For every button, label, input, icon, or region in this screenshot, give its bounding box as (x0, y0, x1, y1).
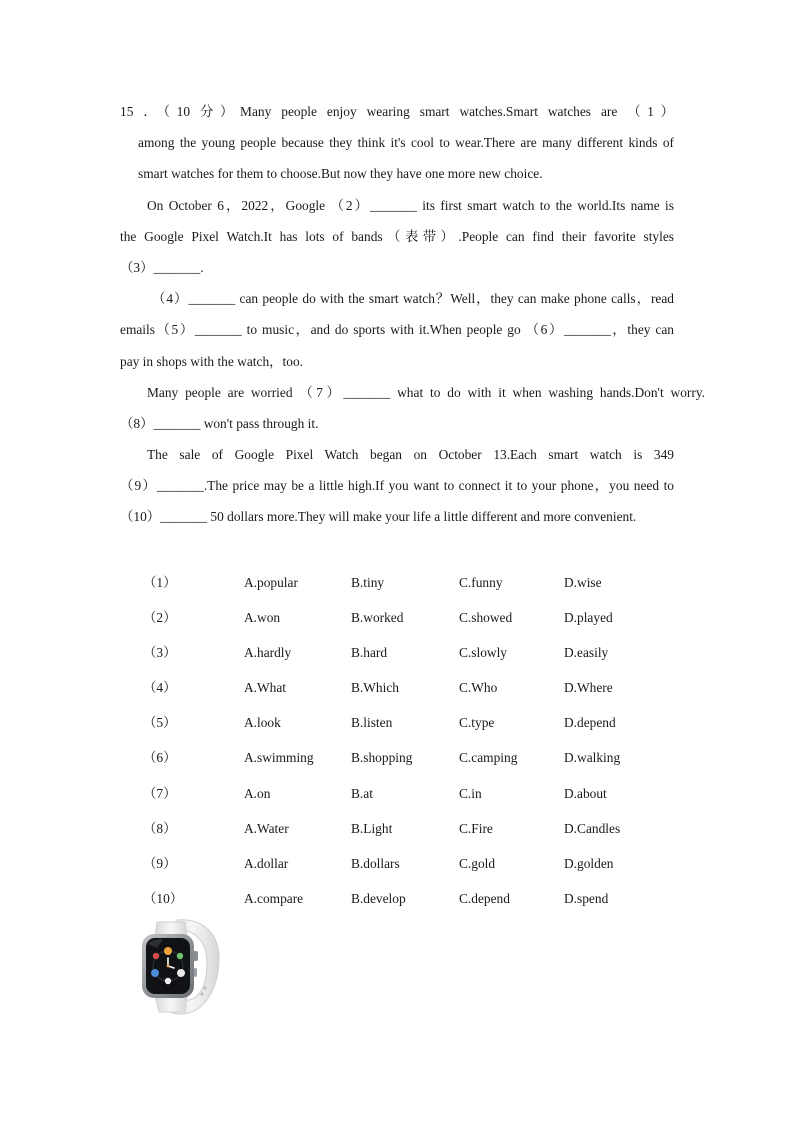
option-row (0, 776, 794, 811)
option-d[interactable]: D.Candles (564, 820, 621, 836)
option-d[interactable]: D.walking (564, 750, 621, 766)
option-row (0, 846, 794, 881)
option-a[interactable]: A.popular (244, 575, 298, 590)
option-c[interactable]: C.gold (459, 855, 496, 871)
option-b[interactable]: B.shopping (351, 750, 413, 766)
question-number: （6） (143, 750, 177, 766)
passage-line: 15 ．（10 分）Many people enjoy wearing smart watches.Smart watches are （1） (120, 104, 674, 119)
option-d[interactable]: D.spend (564, 890, 609, 906)
question-number: （7） (143, 785, 177, 801)
passage-line: （9）_______.The price may be a little high.If you want to connect it to your phone，you need to (120, 478, 674, 494)
option-row (0, 670, 794, 705)
option-a[interactable]: A.won (244, 610, 281, 626)
option-b[interactable]: B.dollars (351, 855, 400, 871)
question-number: （3） (143, 645, 177, 661)
option-a[interactable]: A.What (244, 680, 287, 696)
passage-line: Many people are worried （7）_______ what to do with it when washing hands.Don't worry. (147, 384, 705, 400)
option-row (0, 600, 794, 635)
passage-line: （4）_______ can people do with the smart watch？Well，they can make phone calls，read (152, 291, 674, 307)
option-b[interactable]: B.at (351, 785, 373, 801)
passage-line: pay in shops with the watch，too. (120, 353, 303, 369)
option-c[interactable]: C.Who (459, 680, 498, 696)
option-d[interactable]: D.golden (564, 855, 614, 871)
option-row (0, 705, 794, 740)
option-b[interactable]: B.Light (351, 820, 393, 836)
option-a[interactable]: A.swimming (244, 750, 314, 766)
question-number: （4） (143, 680, 177, 696)
option-d[interactable]: D.about (564, 785, 607, 801)
option-a[interactable]: A.on (244, 785, 271, 801)
passage-line: smart watches for them to choose.But now they have one more new choice. (138, 166, 543, 182)
passage-line: The sale of Google Pixel Watch began on October 13.Each smart watch is 349 (147, 447, 674, 463)
option-row (0, 881, 794, 916)
option-d[interactable]: D.played (564, 610, 613, 626)
option-a[interactable]: A.dollar (244, 855, 289, 871)
option-row (0, 811, 794, 846)
option-row (0, 740, 794, 775)
option-row (0, 635, 794, 670)
option-a[interactable]: A.Water (244, 820, 289, 836)
question-number: （8） (143, 820, 177, 836)
option-a[interactable]: A.hardly (244, 645, 292, 661)
option-c[interactable]: C.depend (459, 890, 510, 906)
question-number: （10） (143, 890, 184, 906)
passage-line: （8）_______ won't pass through it. (120, 415, 319, 431)
option-b[interactable]: B.develop (351, 890, 406, 906)
option-c[interactable]: C.showed (459, 610, 513, 626)
question-passage (120, 98, 705, 535)
option-c[interactable]: C.in (459, 785, 482, 801)
option-a[interactable]: A.look (244, 715, 281, 731)
option-b[interactable]: B.hard (351, 645, 388, 661)
option-c[interactable]: C.slowly (459, 645, 507, 661)
option-c[interactable]: C.funny (459, 575, 503, 590)
option-c[interactable]: C.camping (459, 750, 518, 766)
question-number: （1） (143, 575, 177, 590)
option-d[interactable]: D.easily (564, 645, 609, 661)
question-number: （9） (143, 855, 177, 871)
option-b[interactable]: B.listen (351, 715, 393, 731)
passage-line: （3）_______. (120, 259, 204, 275)
passage-line: the Google Pixel Watch.It has lots of bands（表带）.People can find their favorite styles (120, 228, 674, 244)
question-number: （5） (143, 715, 177, 731)
question-number: （2） (143, 610, 177, 626)
option-d[interactable]: D.depend (564, 715, 616, 731)
option-b[interactable]: B.tiny (351, 575, 385, 590)
option-c[interactable]: C.Fire (459, 820, 493, 836)
answer-options-table (0, 565, 794, 916)
option-row (0, 565, 794, 600)
smart-watch-icon (139, 918, 221, 1016)
passage-line: among the young people because they think it's cool to wear.There are many different kinds of (138, 135, 674, 151)
passage-line: On October 6，2022，Google （2）_______ its first smart watch to the world.Its name is (147, 197, 674, 213)
option-d[interactable]: D.Where (564, 680, 613, 696)
option-d[interactable]: D.wise (564, 575, 602, 590)
option-b[interactable]: B.Which (351, 680, 399, 696)
passage-line: （10）_______ 50 dollars more.They will make your life a little different and more convenient. (120, 509, 637, 525)
passage-line: emails（5）_______ to music，and do sports with it.When people go （6）_______，they can (120, 322, 674, 338)
option-b[interactable]: B.worked (351, 610, 404, 626)
option-a[interactable]: A.compare (244, 890, 304, 906)
option-c[interactable]: C.type (459, 715, 495, 731)
